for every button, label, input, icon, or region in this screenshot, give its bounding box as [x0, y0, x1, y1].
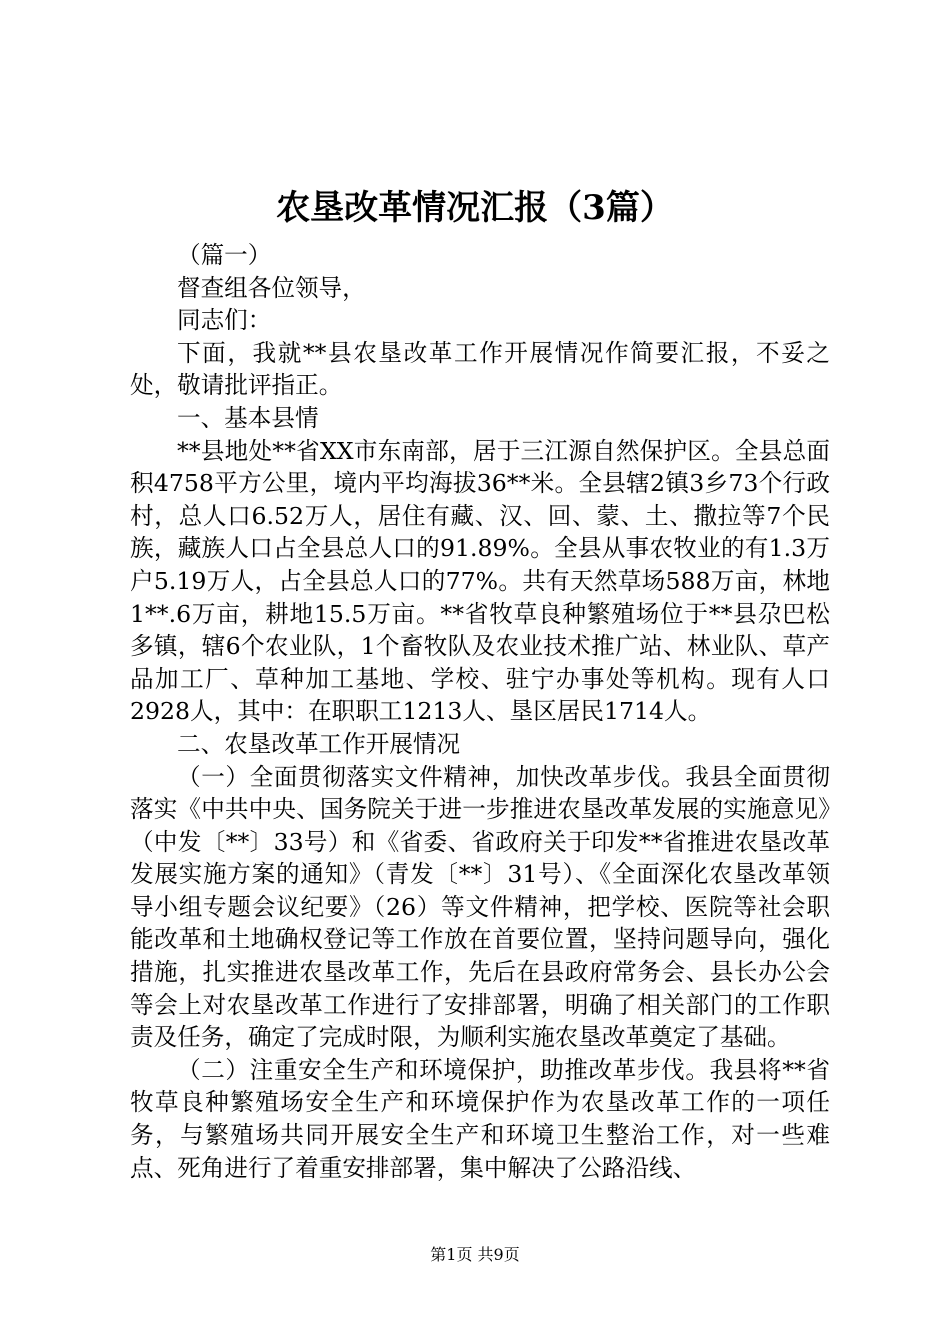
- salutation-line: 同志们：: [177, 306, 272, 335]
- section-heading: 二、农垦改革工作开展情况: [177, 729, 461, 758]
- document-title: 农垦改革情况汇报（3篇）: [276, 188, 674, 228]
- paragraph: （一）全面贯彻落实文件精神，加快改革步伐。我县全面贯彻落实《中共中央、国务院关于进一步推进农垦改革发展的实施意见》（中发〔**〕33号）和《省委、省政府关于印发**省推进农垦改革发展实施方案的通知》（青发〔**〕31号）、《全面深化农垦改革领导小组专题会议纪要》（26）等文件精神，把学校、医院等社会职能改革和土地确权登记等工作放在首要位置，坚持问题导向，强化措施，扎实推进农垦改革工作，先后在县政府常务会、县长办公会等会上对农垦改革工作进行了安排部署，明确了相关部门的工作职责及任务，确定了完成时限，为顺利实施农垦改革奠定了基础。: [130, 762, 830, 1052]
- paragraph: 下面，我就**县农垦改革工作开展情况作简要汇报，不妥之处，敬请批评指正。: [130, 338, 830, 400]
- document-body: [130, 239, 830, 1184]
- section-heading: 一、基本县情: [177, 403, 319, 432]
- paragraph: **县地处**省XX市东南部，居于三江源自然保护区。全县总面积4758平方公里，境内平均海拔36**米。全县辖2镇3乡73个行政村，总人口6.52万人，居住有藏、汉、回、蒙、土、撒拉等7个民族，藏族人口占全县总人口的91.89%。全县从事农牧业的有1.3万户5.19万人，占全县总人口的77%。共有天然草场588万亩，林地1**.6万亩，耕地15.5万亩。**省牧草良种繁殖场位于**县尕巴松多镇，辖6个农业队，1个畜牧队及农业技术推广站、林业队、草产品加工厂、草种加工基地、学校、驻宁办事处等机构。现有人口2928人，其中：在职职工1213人、垦区居民1714人。: [130, 436, 830, 726]
- salutation-line: 督查组各位领导，: [177, 273, 366, 302]
- section-label: （篇一）: [177, 241, 272, 269]
- page-footer: 第1页 共9页: [430, 1245, 520, 1264]
- paragraph: （二）注重安全生产和环境保护，助推改革步伐。我县将**省牧草良种繁殖场安全生产和环境保护作为农垦改革工作的一项任务，与繁殖场共同开展安全生产和环境卫生整治工作，对一些难点、死角进行了着重安排部署，集中解决了公路沿线、: [130, 1055, 830, 1182]
